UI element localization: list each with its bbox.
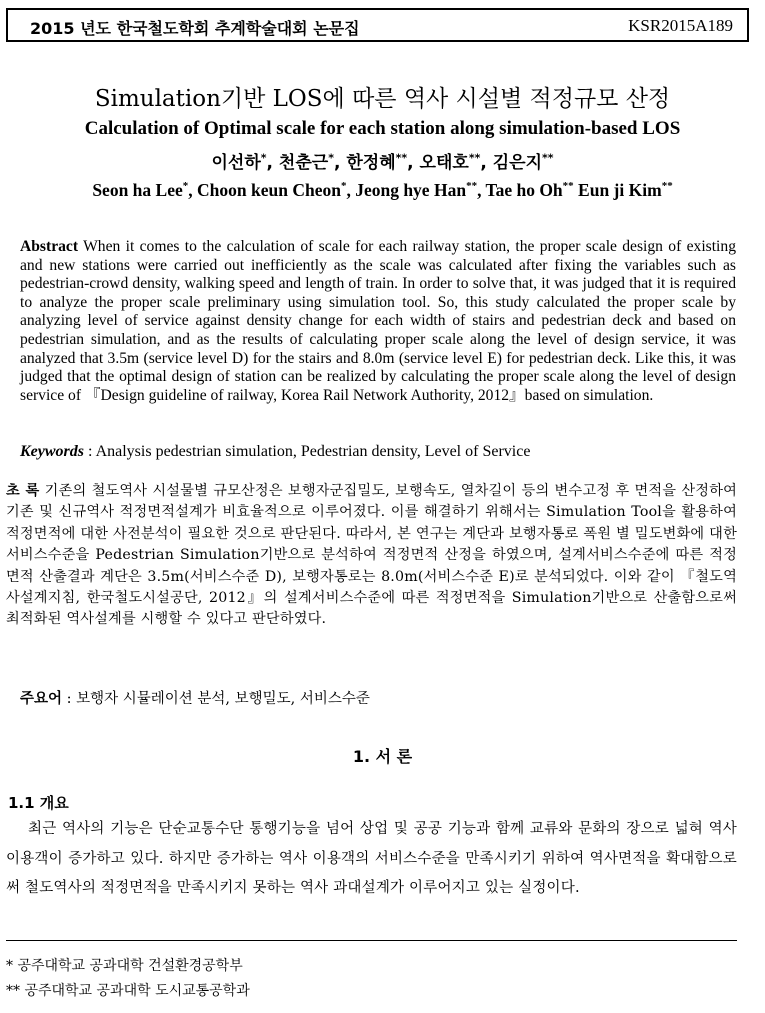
author-english [197,180,355,200]
affiliation-mark: * [340,180,347,193]
keywords-label: Keywords [20,443,84,460]
korean-abstract-text: 기존의 철도역사 시설물별 규모산정은 보행자군집밀도, 보행속도, 열차길이 등의 변수고정 후 면적을 산정하여 기존 및 신규역사 적정면적설계가 비효율적으로 이루어졌다. 이를 해결하기 위해서는 Simulation Tool을 활용하여 적정면적에 대한 사전분석이 필요한 것으로 판단된다. 따라서, 본 연구는 계단과 보행자통로 폭원 별 밀도변화에 대한 서비스수준을 Pedestrian Simulation기반으로 분석하여 적정면적 산정을 하였으며, 설계서비스수준에 따른 적정면적 산출결과 계단은 3.5m(서비스수준 D), 보행자통로는 8.0m(서비스수준 E)로 분석되었다. 이와 같이 『철도역사설계지침, 한국철도시설공단, 2012』의 설계서비스수준에 따른 적정면적을 Simulation기반으로 산출함으로써 최적화된 역사설계를 시행할 수 있다고 판단하였다. [6,483,738,628]
author-separator: , [188,180,197,200]
author-list-korean [0,148,765,173]
journal-title: 2015 년도 한국철도학회 추계학술대회 논문집 [30,19,360,38]
keywords [20,443,736,461]
paper-title-english: Calculation of Optimal scale for each station along simulation-based LOS [84,118,681,139]
author-name: Seon ha Lee [92,180,183,200]
author-name: 천춘근 [278,153,329,173]
author-english [486,180,579,200]
affiliation-mark: * [328,151,334,165]
author-korean [346,153,419,173]
author-name: 이선하 [211,153,261,173]
author-name: 한정혜 [346,153,396,173]
author-name: 김은지 [492,153,542,173]
korean-keywords-text: : 보행자 시뮬레이션 분석, 보행밀도, 서비스수준 [62,691,370,707]
author-korean [420,153,493,173]
author-name: Choon keun Cheon [197,180,341,200]
author-name: Jeong hye Han [355,180,467,200]
korean-abstract [6,481,737,631]
journal-header [6,8,749,42]
author-english [578,180,673,200]
author-name: 오태호 [419,153,469,173]
body-paragraph: 최근 역사의 기능은 단순교통수단 통행기능을 넘어 상업 및 공공 기능과 함께 교류와 문화의 장으로 넓혀 역사 이용객이 증가하고 있다. 하지만 증가하는 역사 이용객의 서비스수준을 만족시키기 위하여 역사면적을 확대함으로써 철도역사의 적정면적을 만족시키지 못하는 역사 과대설계가 이루어지고 있는 실정이다. [6,821,737,896]
affiliation-mark: ** [466,180,478,193]
affiliation-mark: ** [395,151,408,165]
abstract [20,238,736,405]
author-name: Eun ji Kim [578,180,662,200]
subsection-heading: 1.1 개요 [8,794,69,812]
abstract-text: When it comes to the calculation of scale for each railway station, the proper scale design of existing and new stations were carried out inefficiently as the scale was calculated after fixing the variables such as pedestrian-crowd density, walking speed and length of train. In order to solve that, it was judged that it is required to analyze the proper scale preliminary using simulation tool. So, this study calculated the proper scale by analyzing level of service against density change for each width of stairs and pedestrian deck and based on pedestrian simulation, and as the results of calculating proper scale along the level of design service, it was analyzed that 3.5m (service level D) for the stairs and 8.0m (service level E) for pedestrian deck. Like this, it was judged that the optimal design of station can be realized by calculating the proper scale along the level of design service of 『Design guideline of railway, Korea Rail Network Authority, 2012』based on simulation. [20,238,736,404]
section-heading: 1. 서 론 [352,747,413,766]
author-english [355,180,485,200]
author-name: Tae ho Oh [485,180,563,200]
author-separator: , [346,180,356,200]
author-korean [493,153,554,173]
paper-title-korean: Simulation기반 LOS에 따른 역사 시설별 적정규모 산정 [94,86,671,112]
affiliation-mark: ** [542,151,554,165]
affiliation-mark: * [182,180,189,193]
korean-keywords [20,687,370,708]
korean-keywords-label: 주요어 [20,691,63,707]
author-separator: , [266,153,279,173]
affiliation-mark: ** [661,180,673,193]
paper-code: KSR2015A189 [628,16,733,35]
author-separator: , [333,153,347,173]
author-separator: , [407,153,420,173]
author-separator: , [477,180,486,200]
footnote: ** 공주대학교 공과대학 도시교통공학과 [6,983,250,999]
keywords-text: : Analysis pedestrian simulation, Pedestrian density, Level of Service [84,443,531,460]
affiliation-mark: ** [562,180,574,193]
abstract-label: Abstract [20,238,79,255]
author-korean [211,153,278,173]
author-english [92,180,197,200]
author-separator: , [480,153,493,173]
korean-abstract-label: 초 록 [6,483,40,499]
affiliation-mark: * [260,151,267,165]
affiliation-mark: ** [468,151,481,165]
author-list-english [0,180,765,201]
footnote-divider [6,940,737,941]
author-korean [279,153,346,173]
footnote: * 공주대학교 공과대학 건설환경공학부 [6,958,243,974]
